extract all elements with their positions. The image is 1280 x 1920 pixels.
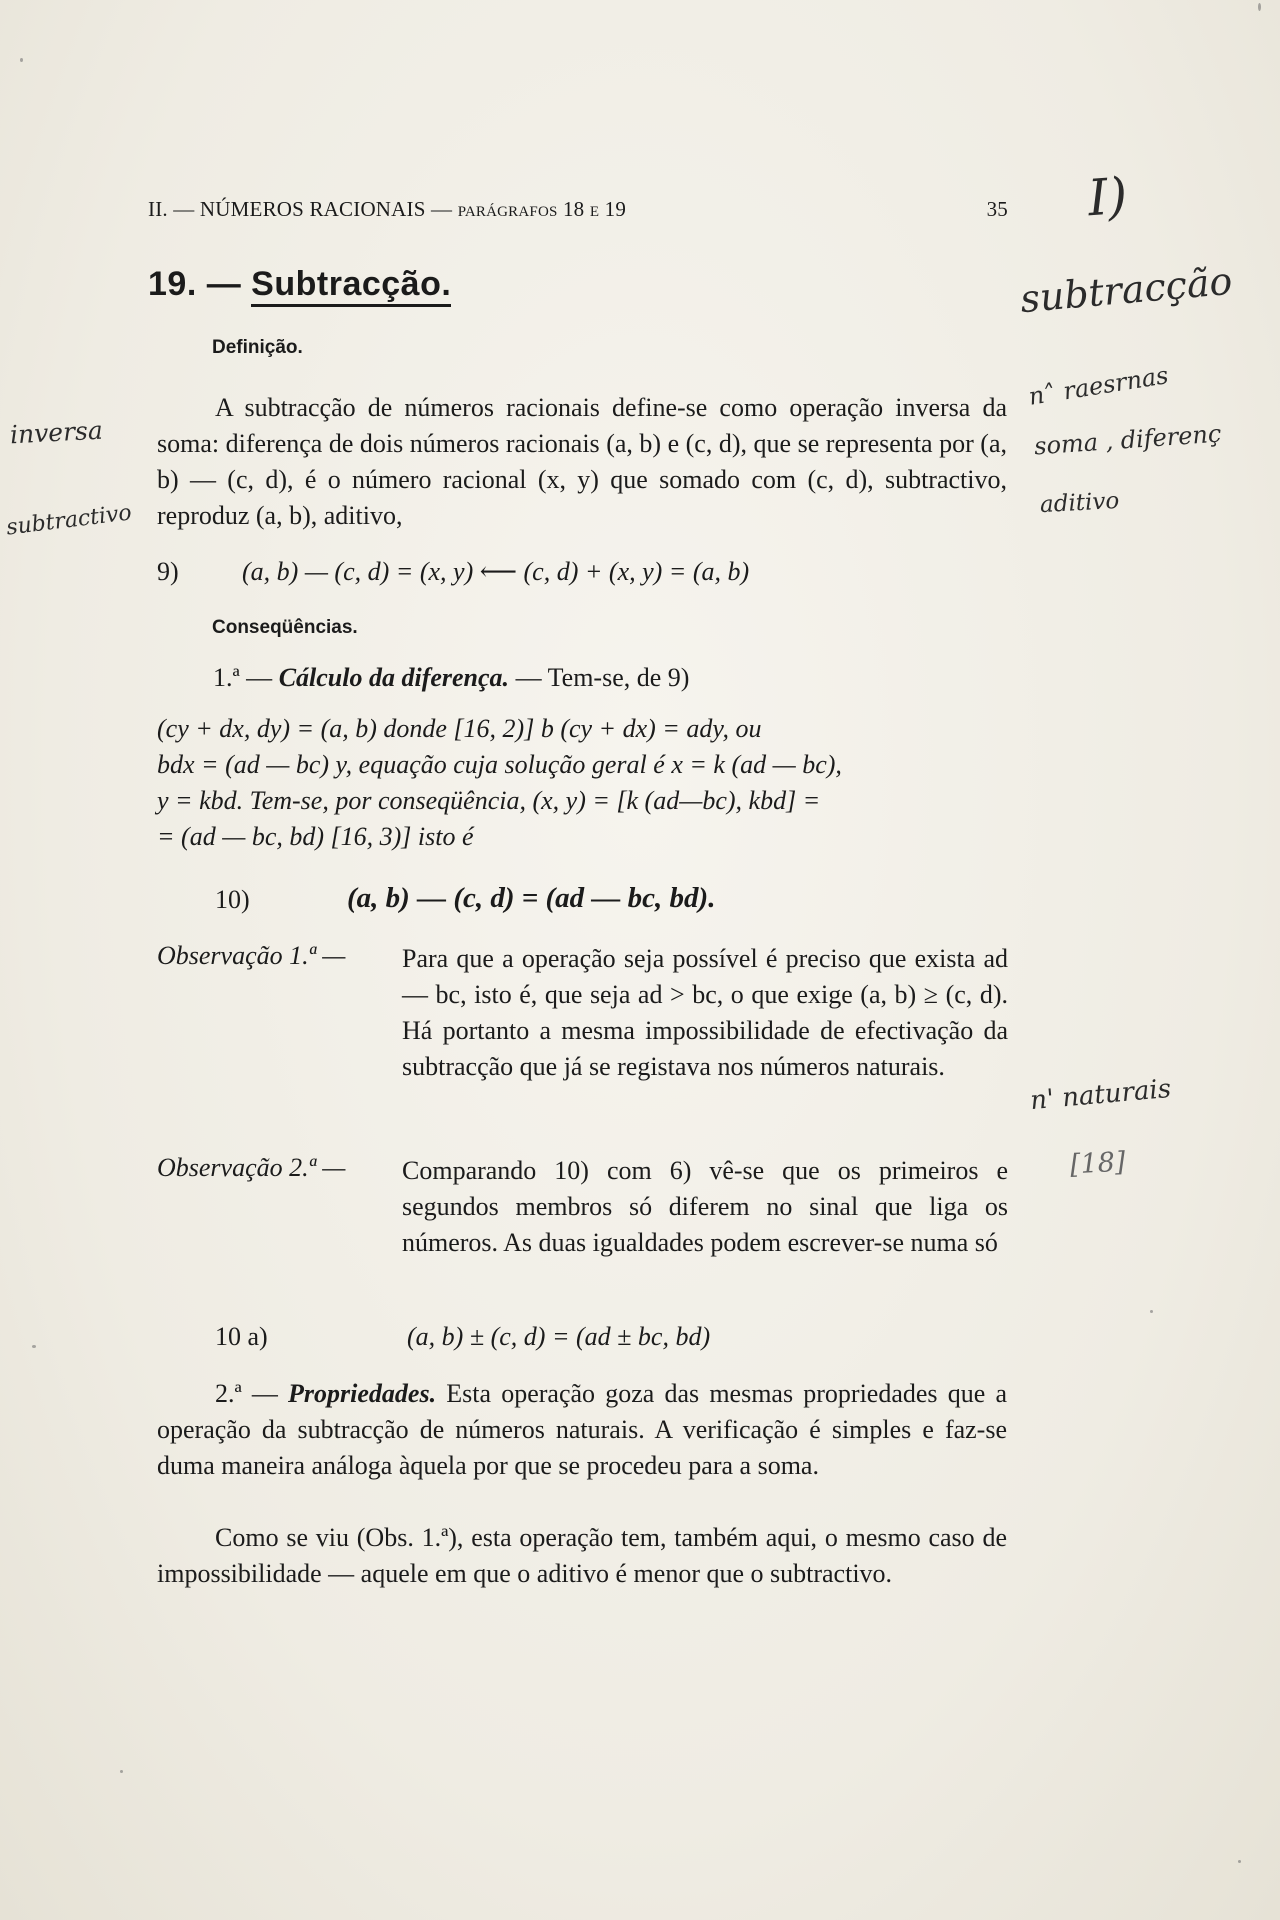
- obs2-text: Comparando 10) com 6) vê-se que os primeiros e segundos membros só diferem no sinal que liga os números. As duas igualdades podem escrever-se numa só: [402, 1156, 1008, 1257]
- consequencias-heading: Conseqüências.: [212, 617, 358, 638]
- handwritten-note-aditivo: aditivo: [1039, 487, 1120, 519]
- item1-line-3: y = kbd. Tem-se, por conseqüência, (x, y) = [k (ad—bc), kbd] =: [157, 786, 821, 815]
- item1-title: Cálculo da diferença.: [278, 663, 510, 692]
- item2-text: Esta operação goza das mesmas propriedades que a operação da subtracção de números naturais. A verificação é simples e faz-se duma maneira análoga àquela por que se procedeu para a soma.: [157, 1379, 1007, 1480]
- handwritten-note-raestrnas: n˄ raesrnas: [1026, 361, 1171, 411]
- scan-speck: [1238, 1860, 1241, 1863]
- definicao-heading: Definição.: [212, 337, 303, 358]
- running-header-text: II. — NÚMEROS RACIONAIS — parágrafos 18 e 19: [148, 197, 627, 221]
- eq10-expression: (a, b) — (c, d) = (ad — bc, bd).: [347, 882, 716, 914]
- item1-line-4: = (ad — bc, bd) [16, 3)] isto é: [157, 822, 474, 851]
- handwritten-note-subtraccao: subtracção: [1018, 258, 1235, 322]
- item1-heading: [213, 663, 689, 693]
- handwritten-note-subtractivo: subtractivo: [4, 500, 133, 541]
- handwritten-note-bracket: [18]: [1069, 1146, 1127, 1181]
- page-number: 35: [986, 197, 1008, 221]
- handwritten-note-top: I): [1086, 166, 1130, 228]
- section-title: [148, 265, 451, 304]
- item2-lead: 2.ª —: [215, 1379, 289, 1408]
- section-title-text: Subtracção.: [251, 265, 451, 307]
- scan-speck: [20, 58, 23, 62]
- definicao-paragraph: A subtracção de números racionais define-se como operação inversa da soma: diferença de dois números racionais (a, b) e (c, d), que se representa por (a, b) — (c, d), é o número racional (x, y) que somado com (c, d), subtractivo, reproduz (a, b), aditivo,: [157, 393, 1007, 530]
- eq9-label: 9): [157, 557, 179, 586]
- item1-line-2: bdx = (ad — bc) y, equação cuja solução geral é x = k (ad — bc),: [157, 750, 842, 779]
- scan-speck: [120, 1770, 123, 1773]
- section-number: 19. —: [148, 265, 252, 303]
- scan-speck: [1258, 3, 1261, 11]
- item2-paragraph-2: Como se viu (Obs. 1.ª), esta operação tem, também aqui, o mesmo caso de impossibilidade — aquele em que o aditivo é menor que o subtractivo.: [157, 1523, 1007, 1588]
- handwritten-note-soma: soma , diferenç: [1033, 419, 1223, 461]
- running-header: [148, 197, 1008, 222]
- item2-title: Propriedades.: [288, 1379, 437, 1408]
- eq10a-label: 10 a): [215, 1322, 268, 1351]
- eq10-label: 10): [215, 885, 250, 914]
- scan-speck: [32, 1345, 36, 1348]
- handwritten-note-inversa: inversa: [9, 415, 104, 450]
- item1-rest: — Tem-se, de 9): [509, 663, 690, 692]
- handwritten-note-naturais: n' naturais: [1028, 1073, 1173, 1117]
- obs2-label: Observação 2.ª —: [157, 1153, 346, 1182]
- eq10a-expression: (a, b) ± (c, d) = (ad ± bc, bd): [407, 1322, 711, 1351]
- item1-line-1: (cy + dx, dy) = (a, b) donde [16, 2)] b (cy + dx) = ady, ou: [157, 714, 762, 743]
- scan-speck: [1150, 1310, 1153, 1313]
- item1-lead: 1.ª —: [213, 663, 279, 692]
- obs1-text: Para que a operação seja possível é preciso que exista ad — bc, isto é, que seja ad > bc, o que exige (a, b) ≥ (c, d). Há portanto a mesma impossibilidade de efectivação da subtracção que já se registava nos números naturais.: [402, 944, 1008, 1081]
- item2-paragraph: [157, 1376, 1007, 1484]
- eq9-expression: (a, b) — (c, d) = (x, y) ⟵ (c, d) + (x, y) = (a, b): [242, 557, 750, 586]
- obs1-label: Observação 1.ª —: [157, 941, 346, 970]
